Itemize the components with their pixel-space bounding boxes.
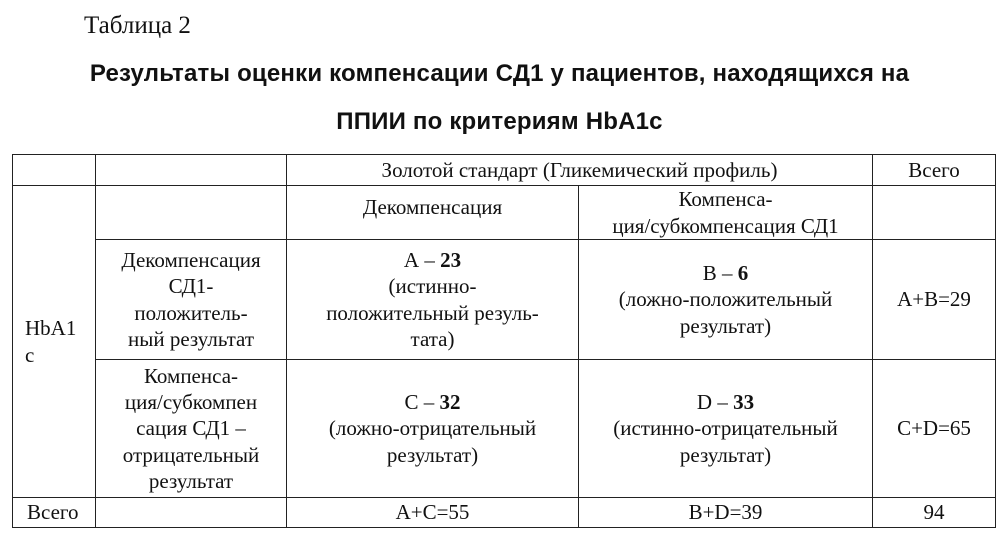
grand-total: 94 [873,498,996,528]
gold-standard-header: Золотой стандарт (Гликемический профиль) [287,155,873,186]
table-row-compensation [13,360,996,498]
results-table [12,154,996,528]
cell-b-false-positive: В – 6 (ложно-положительный результат) [579,240,873,360]
hba1c-row-group-label: HbA1 c [13,186,96,498]
cell-d-true-negative: D – 33 (истинно-отрицательный результат) [579,360,873,498]
sum-c-plus-d: С+D=65 [873,360,996,498]
row-label-decompensation: Декомпенсация СД1- положитель- ный результат [96,240,287,360]
header-row-categories [13,186,996,240]
empty-corner-cell [13,155,96,186]
empty-header-cell [96,186,287,240]
table-row-decompensation [13,240,996,360]
empty-corner-cell [96,155,287,186]
decompensation-column-header: Декомпенсация [287,186,579,240]
empty-header-cell [873,186,996,240]
cell-a-true-positive: А – 23 (истинно- положительный резуль- тата) [287,240,579,360]
header-row-gold-standard [13,155,996,186]
sum-a-plus-c: А+С=55 [287,498,579,528]
total-header: Всего [873,155,996,186]
compensation-column-header: Компенса- ция/субкомпенсация СД1 [579,186,873,240]
empty-totals-cell [96,498,287,528]
cell-c-false-negative: С – 32 (ложно-отрицательный результат) [287,360,579,498]
table-row-totals [13,498,996,528]
row-label-compensation: Компенса- ция/субкомпен сация СД1 – отрицательный результат [96,360,287,498]
sum-b-plus-d: В+D=39 [579,498,873,528]
table-title-line-1: Результаты оценки компенсации СД1 у пациентов, находящихся на [89,60,910,87]
totals-row-label: Всего [13,498,96,528]
sum-a-plus-b: А+В=29 [873,240,996,360]
table-caption: Таблица 2 [84,12,191,39]
table-title-line-2: ППИИ по критериям HbA1c [336,108,663,135]
